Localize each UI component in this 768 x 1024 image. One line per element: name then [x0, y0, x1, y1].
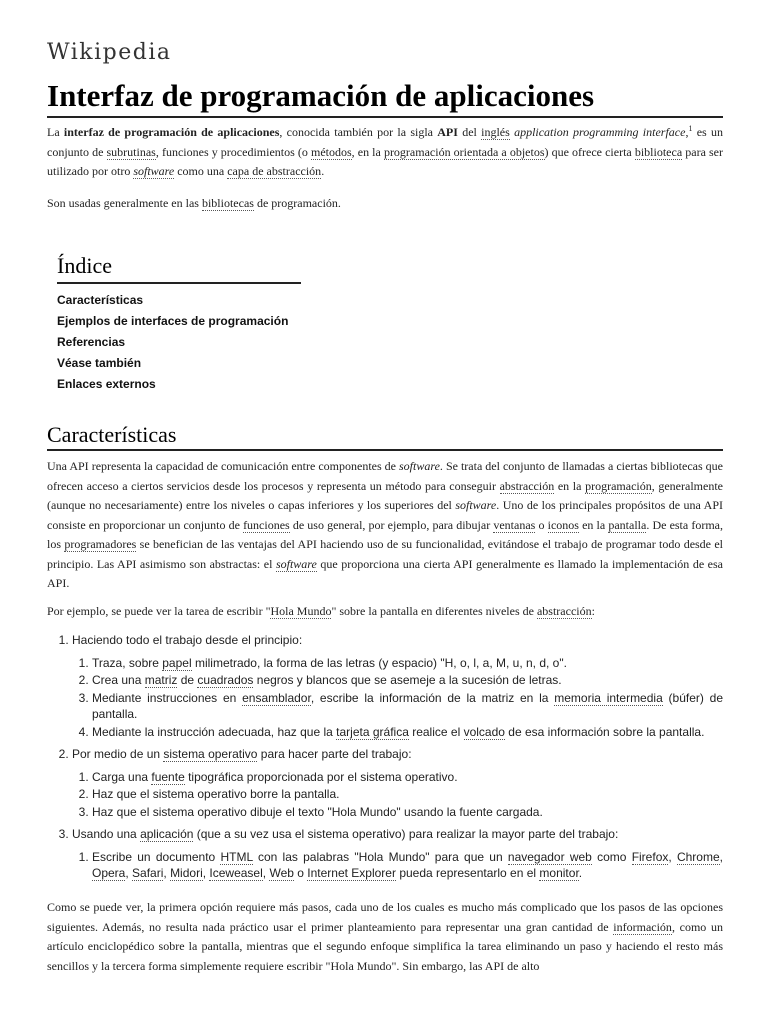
toc-title: Índice: [57, 252, 301, 284]
link-iconos[interactable]: iconos: [547, 517, 579, 532]
link-fuente[interactable]: fuente: [151, 769, 185, 784]
link-software[interactable]: software: [133, 164, 175, 178]
link-subrutinas[interactable]: subrutinas: [106, 144, 156, 159]
link-html[interactable]: HTML: [220, 849, 253, 864]
wikipedia-wordmark[interactable]: Wikipedia: [47, 40, 172, 65]
list-item: 3. Mediante instrucciones en ensamblador, escribe la información de la matriz en la memoria intermedia (búfer) de pantalla.: [92, 690, 723, 723]
link-opera[interactable]: Opera: [92, 866, 126, 880]
list-item: 3. Usando una aplicación (que a su vez usa el sistema operativo) para realizar la mayor parte del trabajo: 1. Escribe un documento HTML con las palabras "Hola Mundo" para que un navegador web como Firefox, Chrome, Opera, Safari, Midori, Iceweasel, Web o Internet Explorer pueda representarlo en el monitor.: [72, 826, 723, 882]
section-heading-caracteristicas: Características: [47, 421, 723, 451]
link-safari[interactable]: Safari: [132, 866, 164, 880]
list-item: 1. Traza, sobre papel milimetrado, la forma de las letras (y espacio) "H, o, l, a, M, u, n, d, o".: [92, 655, 723, 672]
list-item: 3. Haz que el sistema operativo dibuje el texto "Hola Mundo" usando la fuente cargada.: [92, 804, 723, 821]
link-abstraccion-2[interactable]: abstracción: [536, 604, 592, 618]
list-item: 1. Haciendo todo el trabajo desde el principio: 1. Traza, sobre papel milimetrado, la forma de las letras (y espacio) "H, o, l, a, M, u, n, d, o". 2. Crea una matriz de cuadrados negros y blancos que se asemeje a la sucesión de letras. 3. Mediante instrucciones en ensamblador, escribe la información de la matriz en la memoria intermedia (búfer) de pantalla. 4. Mediante la instrucción adecuada, haz que la tarjeta gráfica realice el volcado de esa información sobre la pantalla.: [72, 632, 723, 740]
link-aplicacion[interactable]: aplicación: [140, 827, 194, 841]
toc-item-vease-tambien[interactable]: Véase también: [57, 356, 142, 370]
link-programadores[interactable]: programadores: [64, 537, 137, 551]
link-metodos[interactable]: métodos: [310, 144, 352, 159]
list-item: 2. Por medio de un sistema operativo para hacer parte del trabajo: 1. Carga una fuente tipográfica proporcionada por el sistema operativo. 2. Haz que el sistema operativo borre la pantalla. 3. Haz que el sistema operativo dibuje el texto "Hola Mundo" usando la fuente cargada.: [72, 746, 723, 820]
link-sistema-operativo[interactable]: sistema operativo: [163, 747, 258, 761]
section-paragraph-3: Como se puede ver, la primera opción requiere más pasos, cada uno de los cuales es mucho más complicado que los pasos de las opciones siguientes. Además, no resulta nada práctico usar el primer planteamiento para representar una gran cantidad de información, como un artículo enciclopédico sobre la pantalla, mientras que el segundo enfoque simplifica la tarea eliminando un paso y haciendo el resto más sencillos y la tercera forma simplemente requiere escribir "Hola Mundo". Sin embargo, las API de alto: [47, 900, 723, 973]
link-navegador-web[interactable]: navegador web: [507, 849, 592, 864]
link-web[interactable]: Web: [269, 866, 294, 880]
section-paragraph-2: Por ejemplo, se puede ver la tarea de escribir "Hola Mundo" sobre la pantalla en diferentes niveles de abstracción:: [47, 604, 595, 618]
link-biblioteca[interactable]: biblioteca: [634, 144, 683, 159]
link-iceweasel[interactable]: Iceweasel: [209, 866, 263, 880]
intro-paragraph: La interfaz de programación de aplicaciones, conocida también por la sigla API del inglés application programming interface,$^1$ es un conjunto de subrutinas, funciones y procedimientos (o métodos, en la programación orientada a objetos) que ofrece cierta biblioteca para ser utilizado por otro software como una capa de abstracción.: [47, 124, 723, 178]
link-programacion[interactable]: programación: [585, 478, 652, 493]
intro-paragraph-2: Son usadas generalmente en las bibliotecas de programación.: [47, 196, 341, 210]
link-volcado[interactable]: volcado: [463, 724, 505, 739]
link-chrome[interactable]: Chrome: [676, 849, 720, 864]
list-item: 2. Crea una matriz de cuadrados negros y blancos que se asemeje a la sucesión de letras.: [92, 672, 723, 689]
list-item: 1. Carga una fuente tipográfica proporcionada por el sistema operativo.: [92, 769, 723, 786]
steps-list: [47, 632, 723, 888]
link-informacion[interactable]: información: [613, 919, 672, 934]
toc-item-caracteristicas[interactable]: Características: [57, 293, 144, 307]
link-cuadrados[interactable]: cuadrados: [197, 673, 254, 687]
link-pantalla[interactable]: pantalla: [608, 517, 647, 532]
link-ingles[interactable]: inglés: [481, 125, 510, 139]
link-tarjeta-grafica[interactable]: tarjeta gráfica: [336, 724, 409, 739]
list-item: 1. Escribe un documento HTML con las palabras "Hola Mundo" para que un navegador web como Firefox, Chrome, Opera, Safari, Midori, Iceweasel, Web o Internet Explorer pueda representarlo en el monitor.: [92, 849, 723, 882]
link-memoria-intermedia[interactable]: memoria intermedia: [554, 690, 663, 705]
link-funciones[interactable]: funciones: [243, 517, 290, 532]
link-bibliotecas[interactable]: bibliotecas: [201, 196, 254, 210]
link-internet-explorer[interactable]: Internet Explorer: [307, 866, 396, 880]
toc-item-ejemplos[interactable]: Ejemplos de interfaces de programación: [57, 314, 289, 328]
page-title: Interfaz de programación de aplicaciones: [47, 76, 723, 118]
list-item: 2. Haz que el sistema operativo borre la pantalla.: [92, 786, 723, 803]
section-paragraph-1: Una API representa la capacidad de comunicación entre componentes de software. Se trata del conjunto de llamadas a ciertas bibliotecas que ofrecen acceso a ciertos servicios desde los procesos y representa un método para conseguir abstracción en la programación, generalmente (aunque no necesariamente) entre los niveles o capas inferiores y los superiores del software. Uno de los principales propósitos de una API consiste en proporcionar un conjunto de funciones de uso general, por ejemplo, para dibujar ventanas o iconos en la pantalla. De esta forma, los programadores se benefician de las ventajas del API haciendo uso de su funcionalidad, evitándose el trabajo de programar todo desde el principio. Las API asimismo son abstractas: el software que proporciona una cierta API generalmente es llamado la implementación de esa API.: [47, 459, 724, 590]
toc-item-referencias[interactable]: Referencias: [57, 335, 126, 349]
link-hola-mundo[interactable]: Hola Mundo: [270, 604, 332, 618]
link-ventanas[interactable]: ventanas: [493, 517, 536, 532]
link-matriz[interactable]: matriz: [144, 673, 178, 687]
link-capa-de-abstraccion[interactable]: capa de abstracción: [227, 164, 322, 178]
link-programacion-orientada-a-objetos[interactable]: programación orientada a objetos: [383, 144, 545, 159]
link-software-2[interactable]: software: [275, 556, 317, 571]
link-papel[interactable]: papel: [162, 655, 192, 670]
list-item: 4. Mediante la instrucción adecuada, haz que la tarjeta gráfica realice el volcado de esa información sobre la pantalla.: [92, 724, 723, 741]
link-firefox[interactable]: Firefox: [631, 849, 669, 864]
link-monitor[interactable]: monitor: [539, 866, 579, 880]
link-abstraccion[interactable]: abstracción: [499, 478, 555, 493]
table-of-contents: [57, 252, 301, 395]
toc-item-enlaces-externos[interactable]: Enlaces externos: [57, 377, 156, 391]
link-midori[interactable]: Midori: [170, 866, 203, 880]
link-ensamblador[interactable]: ensamblador: [242, 690, 311, 705]
reference-1[interactable]: 1: [688, 124, 693, 133]
